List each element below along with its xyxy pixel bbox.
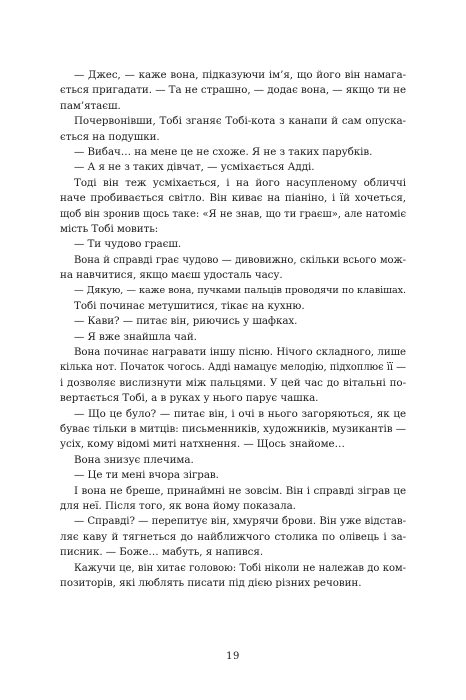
text-line: буває тільки в митців: письменників, художників, музикантів — bbox=[60, 422, 406, 435]
text-line: ляє каву й тягнеться до найближчого столика по олівець і за- bbox=[60, 530, 406, 543]
text-line: мість Тобі мовить: bbox=[60, 222, 159, 235]
text-line: писник. — Боже… мабуть, я напився. bbox=[60, 546, 264, 559]
page-number: 19 bbox=[226, 651, 240, 662]
text-line: — Справді? — перепитує він, хмурячи брови. Він уже відстав- bbox=[74, 516, 406, 528]
text-line: пам’ятаєш. bbox=[60, 99, 121, 112]
text-line: Тоді він теж усміхається, і на його насупленому обличчі bbox=[74, 176, 406, 189]
text-line: вертається Тобі, а в руках у нього парує чашка. bbox=[60, 392, 319, 405]
text-line: — Я вже знайшла чай. bbox=[74, 330, 197, 343]
text-line: позиторів, які люблять писати під дією різних речовин. bbox=[60, 576, 362, 589]
body-text bbox=[60, 68, 406, 591]
text-line: Тобі починає метушитися, тікає на кухню. bbox=[74, 299, 305, 312]
text-line: і дозволяє вислизнути між пальцями. У цей час до вітальні по- bbox=[60, 376, 406, 389]
text-line: ється на подушки. bbox=[60, 130, 160, 143]
text-line: І вона не бреше, принаймні не зовсім. Він і справді зіграв це bbox=[74, 484, 406, 497]
text-line: для неї. Після того, як вона йому показала. bbox=[60, 499, 296, 512]
text-line: ється пригадати. — Та не страшно, — додає вона, — якщо ти не bbox=[60, 84, 407, 97]
text-line: щоб він зронив щось таке: «Я не знав, що ти граєш», але натоміє bbox=[60, 208, 406, 220]
text-line: — Дякую, — каже вона, пучками пальців проводячи по клавішах. bbox=[74, 285, 406, 297]
text-line: — Кави? — питає він, риючись у шафках. bbox=[74, 315, 298, 328]
text-line: на навчитися, якщо маєш удосталь часу. bbox=[60, 269, 283, 282]
text-line: — Вибач… на мене це не схоже. Я не з таких парубків. bbox=[74, 145, 373, 158]
text-line: Вона й справді грає чудово — дивовижно, скільки всього мож- bbox=[74, 254, 406, 266]
text-line: — А я не з таких дівчат, — усміхається Адді. bbox=[74, 161, 315, 174]
text-line: Вона починає награвати іншу пісню. Нічого складного, лише bbox=[74, 347, 406, 359]
text-line: — Джес, — каже вона, підказуючи ім’я, що його він намага- bbox=[74, 69, 406, 81]
text-line: усіх, кому відомі миті натхнення. — Щось знайоме… bbox=[60, 438, 345, 451]
text-line: Вона знизує плечима. bbox=[74, 453, 194, 466]
text-line: — Що це було? — питає він, і очі в нього загоряються, як це bbox=[74, 407, 406, 420]
text-line: Почервонівши, Тобі зганяє Тобі-кота з канапи й сам опуска- bbox=[74, 115, 406, 128]
text-line: Кажучи це, він хитає головою: Тобі ніколи не належав до ком- bbox=[74, 562, 406, 574]
text-line: — Це ти мені вчора зіграв. bbox=[74, 469, 219, 482]
text-line: — Ти чудово граєш. bbox=[74, 238, 182, 251]
text-line: кілька нот. Початок чогось. Адді намацує мелодію, підхоплює її — bbox=[60, 362, 406, 374]
text-line: наче пробивається світло. Він киває на піаніно, і їй хочеться, bbox=[60, 192, 406, 205]
